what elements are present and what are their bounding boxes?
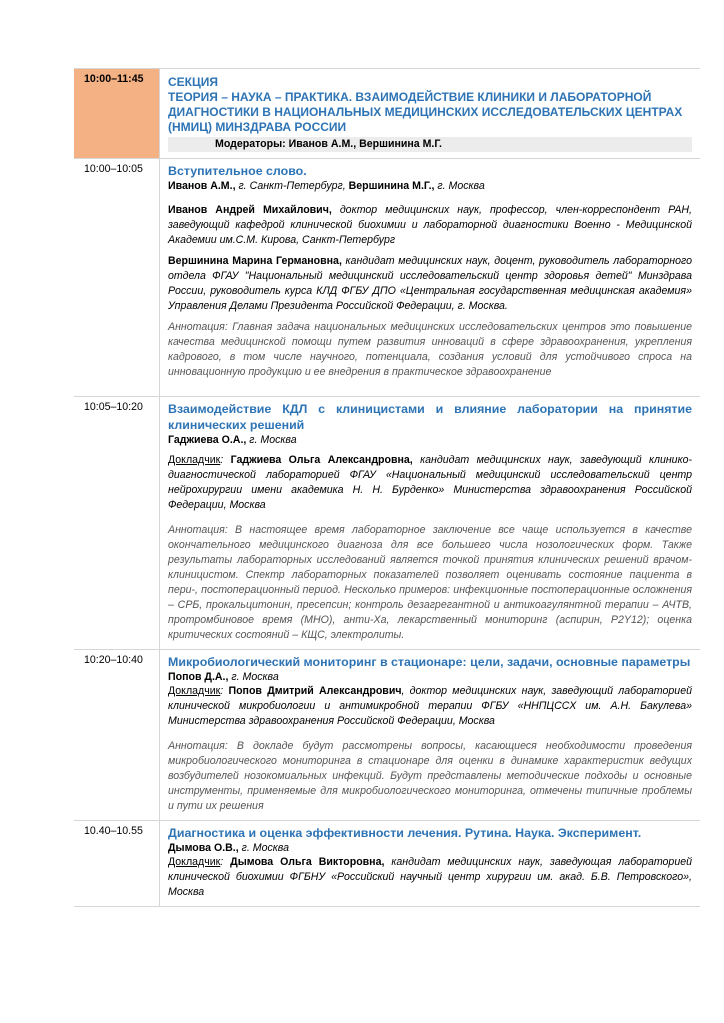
bio-name: Гаджиева Ольга Александровна, <box>230 454 413 466</box>
reporter-colon: : <box>220 685 229 697</box>
bio-text: доктор медицинских наук, профессор, член-корреспондент РАН, заведующий кафедрой клинической биохимии и лабораторной диагностики Военно - Медицинской Академии им.С.М. Кирова, Санкт-Петербург <box>168 204 692 246</box>
talk-time: 10:05–10:20 <box>74 397 160 649</box>
section-content <box>160 69 700 158</box>
talk-title: Диагностика и оценка эффективности лечения. Рутина. Наука. Эксперимент. <box>168 826 642 840</box>
speaker-bio <box>168 453 692 513</box>
section-title-line-3: (НМИЦ) МИНЗДРАВА РОССИИ <box>168 120 347 134</box>
section-row <box>74 68 700 158</box>
talk-title: Взаимодействие КДЛ с клиницистами и влияние лаборатории на принятие клинических решений <box>168 402 692 432</box>
bio-name: Дымова Ольга Викторовна, <box>230 856 385 868</box>
reporter-label: Докладчик <box>168 685 221 697</box>
section-title-line-1: ТЕОРИЯ – НАУКА – ПРАКТИКА. ВЗАИМОДЕЙСТВИЕ КЛИНИКИ И ЛАБОРАТОРНОЙ <box>168 90 652 104</box>
talk-title: Вступительное слово. <box>168 164 307 178</box>
bio-text: кандидат медицинских наук, заведующий клинико-диагностической лабораторией ФГАУ «Национальный медицинский исследовательский центр нейрохирургии имени академика Н. Н. Бурденко» Министерства здравоохранения Российской Федерации, Москва <box>168 454 692 511</box>
section-moderators: Модераторы: Иванов А.М., Вершинина М.Г. <box>168 137 692 152</box>
bio-text: , доктор медицинских наук, заведующий лабораторией клинической микробиологии и антимикробной терапии ФГБУ «ННПЦССХ им. А.Н. Бакулева» Министерства здравоохранения Российской Федерации, Москва <box>168 685 692 727</box>
speaker-bio <box>168 254 692 314</box>
talk-annotation: Аннотация: В докладе будут рассмотрены вопросы, касающиеся необходимости проведения микробиологического мониторинга в стационаре для оценки в динамике характеристик ведущих возбудителей нозокомиальных инфекций. Будут представлены методические подходы и основные инструменты, применяемые для микробиологического мониторинга, отмечены типичные проблемы и пути их решения <box>168 740 692 812</box>
talk-content <box>160 821 700 906</box>
talk-time: 10:00–10:05 <box>74 159 160 396</box>
speaker-city: г. Москва <box>238 842 289 854</box>
section-time: 10:00–11:45 <box>74 69 160 158</box>
talk-speakers <box>168 670 692 684</box>
speaker-city: г. Москва <box>246 434 297 446</box>
talk-speakers <box>168 179 692 193</box>
talk-annotation: Аннотация: Главная задача национальных медицинских исследовательских центров это повышение качества медицинской помощи путем развития инноваций в сфере здравоохранения, укрепления кадрового, в том числе научного, потенциала, создания условий для устойчивого спроса на инновационную продукцию и ее внедрения в практическое здравоохранение <box>168 321 692 378</box>
talk-content <box>160 650 700 820</box>
reporter-label: Докладчик <box>168 856 221 868</box>
section-title-line-2: ДИАГНОСТИКИ В НАЦИОНАЛЬНЫХ МЕДИЦИНСКИХ ИССЛЕДОВАТЕЛЬСКИХ ЦЕНТРАХ <box>168 105 683 119</box>
bio-text: кандидат медицинских наук, заведующая лабораторией клинической биохимии ФГБНУ «Российский научный центр хирургии им. акад. Б.В. Петровского», Москва <box>168 856 692 898</box>
speaker-name: Дымова О.В., <box>168 842 239 854</box>
reporter-colon: : <box>220 454 231 466</box>
speaker-bio <box>168 203 692 248</box>
talk-row-3 <box>74 649 700 820</box>
speaker-name: Иванов А.М., <box>168 180 236 192</box>
talk-row-4 <box>74 820 700 907</box>
speaker-name: Гаджиева О.А., <box>168 434 247 446</box>
speaker-city: г. Санкт-Петербург, <box>235 180 346 192</box>
talk-content <box>160 159 700 396</box>
bio-name: Попов Дмитрий Александрович <box>228 685 402 697</box>
talk-title: Микробиологический мониторинг в стационаре: цели, задачи, основные параметры <box>168 655 691 669</box>
section-label: СЕКЦИЯ <box>168 75 219 89</box>
bio-name: Иванов Андрей Михайлович, <box>168 204 332 216</box>
program-table <box>74 68 700 907</box>
speaker-bio <box>168 684 692 729</box>
speaker-city: г. Москва <box>228 671 279 683</box>
reporter-colon: : <box>220 856 231 868</box>
speaker-city: г. Москва <box>434 180 485 192</box>
talk-row-1 <box>74 158 700 396</box>
talk-row-2 <box>74 396 700 649</box>
talk-annotation: Аннотация: В настоящее время лабораторное заключение все чаще используется в качестве окончательного медицинского диагноза для все большего числа нозологических форм. Также результаты лабораторных исследований является точкой принятия клинических решений врачом-клиницистом. Спектр лабораторных показателей позволяет оценивать состояние пациента в пери-, постоперационный период. Несколько примеров: инфекционные постоперационные осложнения – СРБ, прокальцитонин, пресепсин; контроль дезагрегантной и антикоагулянтной терапии – АЧТВ, протромбиновое время (МНО), анти-Ха, лекарственный мониторинг (аспирин, P2Y12); оценка критических состояний – КЩС, электролиты. <box>168 524 692 641</box>
speaker-bio <box>168 855 692 900</box>
speaker-name: Вершинина М.Г., <box>345 180 435 192</box>
bio-text: кандидат медицинских наук, доцент, руководитель лабораторного отдела ФГАУ "Национальный медицинский исследовательский центр здоровья детей" Минздрава России, руководитель курса КЛД ФГБУ ДПО «Центральная государственная медицинская академия» Управления Делами Президента Российской Федерации, г. Москва. <box>168 255 692 312</box>
talk-speakers <box>168 433 692 447</box>
talk-time: 10:20–10:40 <box>74 650 160 820</box>
reporter-label: Докладчик <box>168 454 221 466</box>
talk-speakers <box>168 841 692 855</box>
bio-name: Вершинина Марина Германовна, <box>168 255 342 267</box>
talk-time: 10.40–10.55 <box>74 821 160 906</box>
talk-content <box>160 397 700 649</box>
speaker-name: Попов Д.А., <box>168 671 229 683</box>
